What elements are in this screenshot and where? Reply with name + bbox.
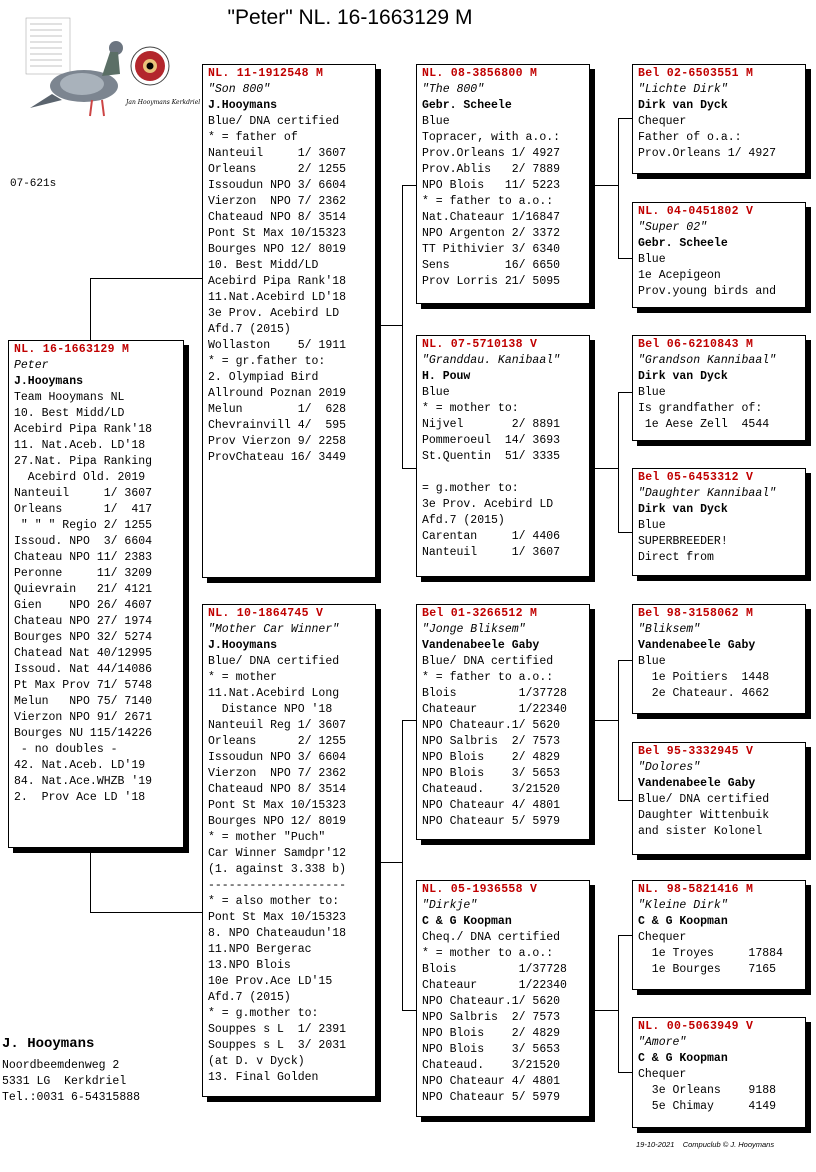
pedigree-line: Peronne 11/ 3209 xyxy=(14,567,153,580)
pedigree-line: NPO Blois 3/ 5653 xyxy=(422,767,561,780)
pedigree-line: Acebird Old. 2019 xyxy=(14,471,146,484)
pigeon-name: "Grandson Kannibaal" xyxy=(638,354,777,367)
pedigree-line: Father of o.a.: xyxy=(638,131,742,144)
pedigree-line xyxy=(422,465,584,481)
pedigree-line: 5e Chimay 4149 xyxy=(638,1100,777,1113)
pedigree-line: 13.NPO Blois xyxy=(208,959,291,972)
pedigree-line: 11.Nat.Acebird LD'18 xyxy=(208,291,347,304)
breeder-name: H. Pouw xyxy=(422,370,471,383)
ring-number: NL. 16-1663129 M xyxy=(14,343,130,356)
pedigree-line: NPO Blois 11/ 5223 xyxy=(422,179,561,192)
pedigree-line: 3e Orleans 9188 xyxy=(638,1084,777,1097)
pedigree-card-sire-sire xyxy=(416,64,590,304)
pedigree-line: 8. NPO Chateaudun'18 xyxy=(208,927,347,940)
pedigree-line: Orleans 2/ 1255 xyxy=(208,163,347,176)
pedigree-line: 1e Aese Zell 4544 xyxy=(638,418,770,431)
pedigree-card-dds xyxy=(632,880,806,990)
pedigree-line: Daughter Wittenbuik xyxy=(638,809,770,822)
pedigree-line: - no doubles - xyxy=(14,743,118,756)
pedigree-line: NPO Chateaur 4/ 4801 xyxy=(422,1075,561,1088)
connector xyxy=(90,278,91,340)
pedigree-line: Acebird Pipa Rank'18 xyxy=(14,423,153,436)
pedigree-line: Carentan 1/ 4406 xyxy=(422,530,561,543)
pedigree-card-sire-dam xyxy=(416,335,590,577)
logo-caption: Jan Hooymans Kerkdriel xyxy=(126,99,201,106)
pedigree-line: " " " Regio 2/ 1255 xyxy=(14,519,153,532)
pedigree-line: Issoud. Nat 44/14086 xyxy=(14,663,153,676)
pigeon-logo xyxy=(22,16,201,124)
pedigree-line: Vierzon NPO 7/ 2362 xyxy=(208,195,347,208)
pedigree-line: ProvChateau 16/ 3449 xyxy=(208,451,347,464)
breeder-name: J.Hooymans xyxy=(208,99,278,112)
pedigree-line: Prov.young birds and xyxy=(638,285,777,298)
pedigree-line: Nanteuil Reg 1/ 3607 xyxy=(208,719,347,732)
owner-address-line1: Noordbeemdenweg 2 xyxy=(2,1059,120,1072)
pedigree-line: 11.Nat.Acebird Long xyxy=(208,687,340,700)
connector xyxy=(402,468,416,469)
pedigree-line: 3e Prov. Acebird LD xyxy=(422,498,554,511)
pedigree-line: Issoudun NPO 3/ 6604 xyxy=(208,179,347,192)
pedigree-line: Nanteuil 1/ 3607 xyxy=(208,147,347,160)
pedigree-line: Chateaud. 3/21520 xyxy=(422,1059,561,1072)
pedigree-line: Souppes s L 3/ 2031 xyxy=(208,1039,347,1052)
pedigree-line: Topracer, with a.o.: xyxy=(422,131,561,144)
pedigree-line: NPO Argenton 2/ 3372 xyxy=(422,227,561,240)
pedigree-line: Afd.7 (2015) xyxy=(422,514,505,527)
connector xyxy=(618,660,619,800)
pedigree-line: Chateaur 1/22340 xyxy=(422,979,567,992)
connector xyxy=(618,532,632,533)
pedigree-line: Blue xyxy=(422,386,450,399)
pedigree-card-dam-dam xyxy=(416,880,590,1117)
connector xyxy=(618,660,632,661)
pedigree-line: Chatead Nat 40/12995 xyxy=(14,647,153,660)
pedigree-line: Issoud. NPO 3/ 6604 xyxy=(14,535,153,548)
connector xyxy=(618,392,619,532)
ring-number: NL. 10-1864745 V xyxy=(208,607,324,620)
pigeon-name: "Mother Car Winner" xyxy=(208,623,340,636)
ring-number: NL. 04-0451802 V xyxy=(638,205,754,218)
pedigree-line: Blue xyxy=(638,386,666,399)
pedigree-line: 10. Best Midd/LD xyxy=(14,407,125,420)
connector xyxy=(402,1010,416,1011)
breeder-name: C & G Koopman xyxy=(422,915,512,928)
pedigree-line: Prov.Orleans 1/ 4927 xyxy=(422,147,561,160)
pedigree-line: Issoudun NPO 3/ 6604 xyxy=(208,751,347,764)
pedigree-line: Orleans 2/ 1255 xyxy=(208,735,347,748)
connector xyxy=(618,258,632,259)
pedigree-card-dam-sire xyxy=(416,604,590,840)
breeder-name: J.Hooymans xyxy=(208,639,278,652)
pedigree-line: Chevrainvill 4/ 595 xyxy=(208,419,347,432)
pigeon-name: "Dolores" xyxy=(638,761,701,774)
pedigree-line: Melun 1/ 628 xyxy=(208,403,347,416)
connector xyxy=(376,862,402,863)
pedigree-line: Chequer xyxy=(638,931,687,944)
pedigree-line: 1e Bourges 7165 xyxy=(638,963,777,976)
pedigree-line: 11.NPO Bergerac xyxy=(208,943,312,956)
pedigree-line: Pont St Max 10/15323 xyxy=(208,799,347,812)
owner-phone: Tel.:0031 6-54315888 xyxy=(2,1091,141,1104)
pedigree-line: Pt Max Prov 71/ 5748 xyxy=(14,679,153,692)
pedigree-line: * = g.mother to: xyxy=(208,1007,319,1020)
pedigree-line: * = gr.father to: xyxy=(208,355,326,368)
pedigree-line: * = mother to a.o.: xyxy=(422,947,554,960)
pedigree-line: * = mother "Puch" xyxy=(208,831,326,844)
pigeon-name: Peter xyxy=(14,359,49,372)
owner-address-line2: 5331 LG Kerkdriel xyxy=(2,1075,127,1088)
pedigree-line: Pont St Max 10/15323 xyxy=(208,911,347,924)
pedigree-line: Gien NPO 26/ 4607 xyxy=(14,599,153,612)
breeder-name: Dirk van Dyck xyxy=(638,370,728,383)
pedigree-line: NPO Blois 2/ 4829 xyxy=(422,751,561,764)
left-code: 07-621s xyxy=(10,178,57,190)
pedigree-line: Bourges NPO 12/ 8019 xyxy=(208,815,347,828)
pedigree-line: NPO Salbris 2/ 7573 xyxy=(422,1011,561,1024)
pedigree-line: Chequer xyxy=(638,115,687,128)
owner-name: J. Hooymans xyxy=(2,1036,95,1052)
connector xyxy=(618,118,632,119)
pedigree-line: Bourges NPO 12/ 8019 xyxy=(208,243,347,256)
connector xyxy=(90,848,91,912)
breeder-name: C & G Koopman xyxy=(638,1052,728,1065)
ring-number: Bel 02-6503551 M xyxy=(638,67,754,80)
pedigree-line: Chateaud NPO 8/ 3514 xyxy=(208,211,347,224)
connector xyxy=(590,468,618,469)
pedigree-line: Blue xyxy=(638,519,666,532)
pedigree-line: 1e Troyes 17884 xyxy=(638,947,783,960)
pedigree-card-dss xyxy=(632,604,806,714)
pedigree-line: Blue/ DNA certified xyxy=(638,793,770,806)
connector xyxy=(90,278,204,279)
ring-number: Bel 05-6453312 V xyxy=(638,471,754,484)
pedigree-card-sdd xyxy=(632,468,806,576)
pedigree-line: NPO Chateaur 4/ 4801 xyxy=(422,799,561,812)
pedigree-line: Chateaud NPO 8/ 3514 xyxy=(208,783,347,796)
pedigree-line: 84. Nat.Ace.WHZB '19 xyxy=(14,775,153,788)
connector xyxy=(618,800,632,801)
pedigree-line: * = mother xyxy=(208,671,278,684)
connector xyxy=(376,325,402,326)
pedigree-line: St.Quentin 51/ 3335 xyxy=(422,450,561,463)
pedigree-line: * = mother to: xyxy=(422,402,519,415)
pedigree-line: Direct from xyxy=(638,551,714,564)
pigeon-name: "Dirkje" xyxy=(422,899,478,912)
pedigree-line: Blue/ DNA certified xyxy=(422,655,554,668)
breeder-name: Dirk van Dyck xyxy=(638,99,728,112)
pedigree-card-dam xyxy=(202,604,376,1097)
pedigree-line: Chequer xyxy=(638,1068,687,1081)
pedigree-line: Nijvel 2/ 8891 xyxy=(422,418,561,431)
pedigree-line: Allround Poznan 2019 xyxy=(208,387,347,400)
pedigree-card-dsd xyxy=(632,742,806,855)
ring-number: NL. 11-1912548 M xyxy=(208,67,324,80)
pedigree-line: NPO Salbris 2/ 7573 xyxy=(422,735,561,748)
pedigree-line: NPO Chateaur.1/ 5620 xyxy=(422,719,561,732)
pedigree-line: Distance NPO '18 xyxy=(208,703,333,716)
pigeon-name: "Super 02" xyxy=(638,221,708,234)
pedigree-line: Pommeroeul 14/ 3693 xyxy=(422,434,561,447)
pedigree-line: Vierzon NPO 91/ 2671 xyxy=(14,711,153,724)
connector xyxy=(590,1010,618,1011)
connector xyxy=(402,720,416,721)
ring-number: NL. 05-1936558 V xyxy=(422,883,538,896)
pedigree-line: Blue/ DNA certified xyxy=(208,655,340,668)
pedigree-line: and sister Kolonel xyxy=(638,825,763,838)
ring-number: Bel 01-3266512 M xyxy=(422,607,538,620)
pigeon-name: "Lichte Dirk" xyxy=(638,83,728,96)
connector xyxy=(402,185,403,468)
pedigree-line: NPO Chateaur 5/ 5979 xyxy=(422,1091,561,1104)
connector xyxy=(618,935,632,936)
pedigree-line: (1. against 3.338 b) xyxy=(208,863,347,876)
pigeon-name: "Kleine Dirk" xyxy=(638,899,728,912)
pedigree-line: Bourges NU 115/14226 xyxy=(14,727,153,740)
pigeon-name: "Daughter Kannibaal" xyxy=(638,487,777,500)
ring-number: NL. 98-5821416 M xyxy=(638,883,754,896)
pedigree-line: SUPERBREEDER! xyxy=(638,535,728,548)
pedigree-line: Afd.7 (2015) xyxy=(208,323,291,336)
connector xyxy=(402,720,403,1010)
pedigree-card-ddd xyxy=(632,1017,806,1128)
pedigree-line: 3e Prov. Acebird LD xyxy=(208,307,340,320)
pedigree-line: 13. Final Golden xyxy=(208,1071,319,1084)
pedigree-line: 2e Chateaur. 4662 xyxy=(638,687,770,700)
pedigree-line: Quievrain 21/ 4121 xyxy=(14,583,153,596)
pedigree-line: Blue xyxy=(422,115,450,128)
ring-number: Bel 95-3332945 V xyxy=(638,745,754,758)
pedigree-line: TT Pithivier 3/ 6340 xyxy=(422,243,561,256)
pedigree-line: Acebird Pipa Rank'18 xyxy=(208,275,347,288)
breeder-name: Gebr. Scheele xyxy=(638,237,728,250)
pedigree-line: NPO Chateaur 5/ 5979 xyxy=(422,815,561,828)
pedigree-card-subject xyxy=(8,340,184,848)
breeder-name: Gebr. Scheele xyxy=(422,99,512,112)
pedigree-line: Orleans 1/ 417 xyxy=(14,503,153,516)
breeder-name: C & G Koopman xyxy=(638,915,728,928)
connector xyxy=(590,720,618,721)
pedigree-card-sds xyxy=(632,335,806,441)
connector xyxy=(618,1072,632,1073)
pedigree-line: Afd.7 (2015) xyxy=(208,991,291,1004)
ring-number: NL. 07-5710138 V xyxy=(422,338,538,351)
breeder-name: Dirk van Dyck xyxy=(638,503,728,516)
pedigree-line: Prov Vierzon 9/ 2258 xyxy=(208,435,347,448)
ring-number: Bel 06-6210843 M xyxy=(638,338,754,351)
pedigree-line: = g.mother to: xyxy=(422,482,519,495)
pedigree-line: Chateau NPO 11/ 2383 xyxy=(14,551,153,564)
pedigree-line: Melun NPO 75/ 7140 xyxy=(14,695,153,708)
connector xyxy=(618,118,619,258)
pedigree-line: Blois 1/37728 xyxy=(422,687,567,700)
pedigree-line: * = father to a.o.: xyxy=(422,671,554,684)
pedigree-line: (at D. v Dyck) xyxy=(208,1055,305,1068)
breeder-name: J.Hooymans xyxy=(14,375,84,388)
pedigree-line: -------------------- xyxy=(208,879,347,892)
pigeon-name: "Granddau. Kanibaal" xyxy=(422,354,561,367)
ring-number: Bel 98-3158062 M xyxy=(638,607,754,620)
pedigree-line: 2. Olympiad Bird xyxy=(208,371,319,384)
pedigree-line: NPO Chateaur.1/ 5620 xyxy=(422,995,561,1008)
connector xyxy=(90,912,204,913)
pedigree-line: 2. Prov Ace LD '18 xyxy=(14,791,146,804)
pedigree-line: Vierzon NPO 7/ 2362 xyxy=(208,767,347,780)
pedigree-line: Is grandfather of: xyxy=(638,402,763,415)
pedigree-line: Nanteuil 1/ 3607 xyxy=(422,546,561,559)
connector xyxy=(618,935,619,1072)
pedigree-line: Chateaur 1/22340 xyxy=(422,703,567,716)
pedigree-line: Nanteuil 1/ 3607 xyxy=(14,487,153,500)
pedigree-line: Chateau NPO 27/ 1974 xyxy=(14,615,153,628)
pedigree-line: Prov.Orleans 1/ 4927 xyxy=(638,147,777,160)
pedigree-line: Blue xyxy=(638,253,666,266)
pedigree-line: Pont St Max 10/15323 xyxy=(208,227,347,240)
pedigree-line: 10. Best Midd/LD xyxy=(208,259,319,272)
ring-number: NL. 00-5063949 V xyxy=(638,1020,754,1033)
pedigree-line: Bourges NPO 32/ 5274 xyxy=(14,631,153,644)
pedigree-line: NPO Blois 3/ 5653 xyxy=(422,1043,561,1056)
pedigree-line: * = father to a.o.: xyxy=(422,195,554,208)
pedigree-line: NPO Blois 2/ 4829 xyxy=(422,1027,561,1040)
connector xyxy=(618,392,632,393)
pigeon-name: "The 800" xyxy=(422,83,485,96)
pedigree-line: Prov.Ablis 2/ 7889 xyxy=(422,163,561,176)
pedigree-line: Wollaston 5/ 1911 xyxy=(208,339,347,352)
pedigree-line: 1e Acepigeon xyxy=(638,269,721,282)
pedigree-line: * = father of xyxy=(208,131,298,144)
pedigree-line: Chateaud. 3/21520 xyxy=(422,783,561,796)
pedigree-line: Sens 16/ 6650 xyxy=(422,259,561,272)
pedigree-card-sss xyxy=(632,64,806,174)
pedigree-line: Nat.Chateaur 1/16847 xyxy=(422,211,561,224)
pedigree-line: 27.Nat. Pipa Ranking xyxy=(14,455,153,468)
pedigree-line: Car Winner Samdpr'12 xyxy=(208,847,347,860)
breeder-name: Vandenabeele Gaby xyxy=(422,639,540,652)
pedigree-line: 10e Prov.Ace LD'15 xyxy=(208,975,333,988)
ring-number: NL. 08-3856800 M xyxy=(422,67,538,80)
pedigree-line: Prov Lorris 21/ 5095 xyxy=(422,275,561,288)
pigeon-name: "Jonge Bliksem" xyxy=(422,623,526,636)
pedigree-line: Cheq./ DNA certified xyxy=(422,931,561,944)
pedigree-line: Blue/ DNA certified xyxy=(208,115,340,128)
pedigree-line: Souppes s L 1/ 2391 xyxy=(208,1023,347,1036)
breeder-name: Vandenabeele Gaby xyxy=(638,639,756,652)
pedigree-line: 1e Poitiers 1448 xyxy=(638,671,770,684)
footer-credit: 19-10-2021 Compuclub © J. Hooymans xyxy=(636,1140,775,1149)
pedigree-card-ssd xyxy=(632,202,806,308)
pedigree-line: 11. Nat.Aceb. LD'18 xyxy=(14,439,146,452)
pedigree-line: * = also mother to: xyxy=(208,895,340,908)
pedigree-line: Team Hooymans NL xyxy=(14,391,125,404)
page-title: "Peter" NL. 16-1663129 M xyxy=(227,6,473,29)
pigeon-name: "Son 800" xyxy=(208,83,271,96)
breeder-name: Vandenabeele Gaby xyxy=(638,777,756,790)
connector xyxy=(402,185,416,186)
pedigree-line: Blue xyxy=(638,655,666,668)
pigeon-name: "Amore" xyxy=(638,1036,687,1049)
pedigree-card-sire xyxy=(202,64,376,578)
pigeon-name: "Bliksem" xyxy=(638,623,701,636)
pedigree-line: 42. Nat.Aceb. LD'19 xyxy=(14,759,146,772)
pedigree-line: Blois 1/37728 xyxy=(422,963,567,976)
connector xyxy=(590,185,618,186)
